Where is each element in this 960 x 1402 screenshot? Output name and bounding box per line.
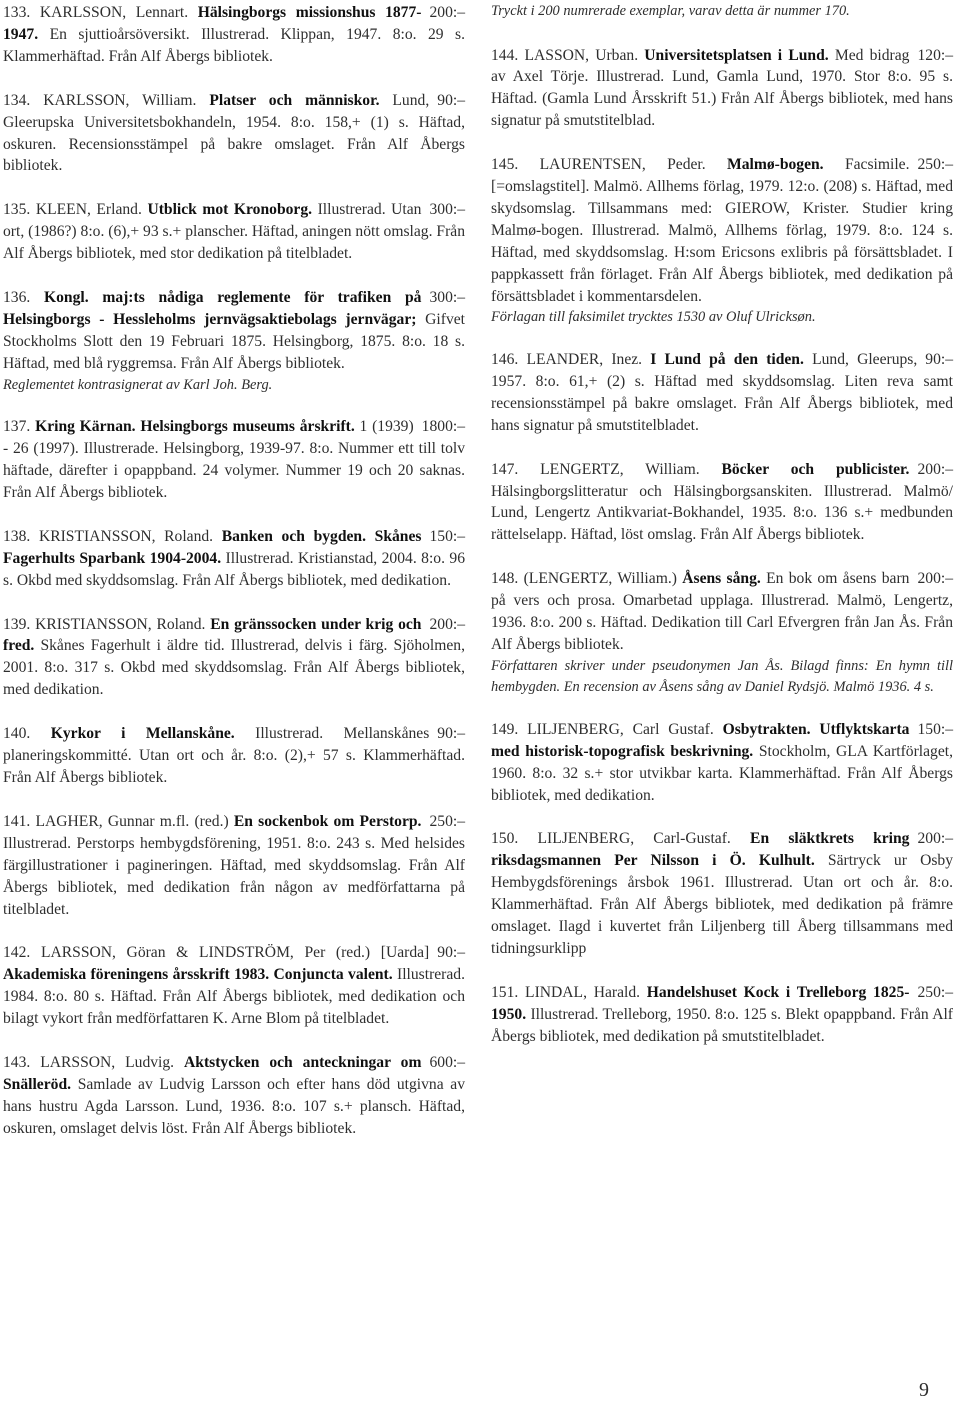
entry-title: Handelshuset Kock i Trelleborg 1825-1950. [491, 983, 910, 1023]
entry-title: Kring Kärnan. Helsingborgs museums årskrift. [35, 418, 355, 436]
catalog-entry [491, 349, 953, 437]
entry-title: I Lund på den tiden. [650, 350, 804, 368]
entry-details: Illustrerad. Kristianstad, 2004. 8:o. 96 s. Okbd med skyddsomslag. Från Alf Åbergs bibliotek, med dedikation. [3, 549, 465, 589]
catalog-entry [491, 154, 953, 329]
entry-text [3, 526, 465, 592]
entry-title: Akademiska föreningens årsskrift 1983. Conjuncta valent. [3, 966, 393, 984]
catalog-entry [3, 416, 465, 504]
catalog-entry [491, 459, 953, 547]
catalog-entry [491, 45, 953, 133]
entry-title: Utblick mot Kronoborg. [147, 201, 313, 219]
entry-author: KRISTIANSSON, Roland. [38, 527, 214, 545]
entry-price: 200:– [429, 615, 465, 633]
entry-author: LILJENBERG, Carl Gustaf. [527, 720, 714, 738]
catalog-entry [491, 982, 953, 1048]
catalog-entry [3, 614, 465, 702]
entry-details: Med bidrag av Axel Törje. Illustrerad. Lund, Gamla Lund, 1970. Stor 8:o. 95 s. Häftad. (Gamla Lund Årsskrift 51.) Från Alf Åbergs bibliotek, med hans signatur på smutstitelblad. [491, 46, 953, 130]
entry-text [3, 614, 465, 702]
entry-details: Facsimile. [=omslagstitel]. Malmö. Allhems förlag, 1979. 12:o. (208) s. Häftad, med skydsomslag. Tillsammans med: GIEROW, Krister. Studier kring Malmø-bogen. Illustrerad. Malmö, Allhems förlag, 1979. 8:o. 124 s. Häftad, med skyddsomslag. H:som Ericsons exlibris på försättsbladet. I pappkassett från förlaget. Från Alf Åbergs bibliotek, med dedikation på försättsbladet i kommentarsdelen. [491, 156, 953, 305]
entry-number: 143. [3, 1054, 31, 1072]
entry-note: Reglementet kontrasignerat av Karl Joh. Berg. [3, 376, 273, 393]
entry-text [491, 349, 953, 437]
entry-number: 139. [3, 615, 31, 633]
entry-title: Malmø-bogen. [727, 156, 824, 174]
entry-price: 1800:– [421, 418, 465, 436]
catalog-entry [3, 199, 465, 265]
entry-author: LARSSON, Ludvig. [40, 1054, 175, 1072]
entry-number: 146. [491, 350, 519, 368]
continued-note: Tryckt i 200 numrerade exemplar, varav detta är nummer 170. [491, 3, 850, 19]
entry-author: LENGERTZ, William. [540, 460, 700, 478]
entry-number: 144. [491, 46, 519, 64]
entry-details: Illustrerad. Utan ort, (1986?) 8:o. (6),+ 93 s.+ planscher. Häftad, aningen nött omslag. Från Alf Åbergs bibliotek, med stor dedikation på titelbladet. [3, 201, 465, 263]
entry-author: KARLSSON, William. [43, 91, 197, 109]
catalog-entry [491, 568, 953, 699]
entry-title: Platser och människor. [209, 91, 380, 109]
entry-price: 250:– [917, 983, 953, 1001]
catalog-entry [491, 828, 953, 959]
entry-price: 600:– [429, 1054, 465, 1072]
entry-text [491, 45, 953, 133]
entry-number: 137. [3, 418, 31, 436]
entry-note: Författaren skriver under pseudonymen Jan Ås. Bilagd finns: En hymn till hembygden. En recension av Åsens sång av Daniel Rydsjö. Malmö 1936. 4 s. [491, 657, 953, 696]
catalog-entry [491, 719, 953, 807]
page-number: 9 [919, 1379, 929, 1401]
entry-title: En gränssocken under krig och fred. [3, 615, 422, 655]
entry-price: 90:– [925, 350, 953, 368]
catalog-entry [3, 90, 465, 178]
entry-text [491, 828, 953, 959]
entry-author: LEANDER, Inez. [526, 350, 643, 368]
catalog-entry [3, 287, 465, 396]
entry-text [491, 459, 953, 547]
entry-details: En bok om åsens barn på vers och prosa. Omarbetad upplaga. Illustrerad. Malmö, Lengertz, 1936. 8:o. 200 s. Häftad. Dedikation till Carl Efvergren från Jan Ås. Från Alf Åbergs bibliotek. [491, 570, 953, 653]
entry-number: 136. [3, 289, 31, 307]
entry-price: 200:– [917, 460, 953, 478]
entry-details: Särtryck ur Osby Hembygdsförenings årsbok 1961. Illustrerad. Utan ort och år. 8:o. Klammerhäftad. Från Alf Åbergs bibliotek, med dedikation på främre omslaget. Ilagd i kuvertet från Liljenberg till Åberg tillsammans med tidningsurklipp [491, 852, 953, 957]
entry-text [3, 199, 465, 265]
entry-author: LILJENBERG, Carl-Gustaf. [537, 830, 731, 848]
entry-price: 90:– [437, 91, 465, 109]
entry-details: Illustrerad. 1984. 8:o. 80 s. Häftad. Från Alf Åbergs bibliotek, med dedikation och bilagt vykort från medförfattaren K. Arne Blom på titelbladet. [3, 966, 465, 1028]
entry-author: KLEEN, Erland. [35, 201, 142, 219]
entry-title: Kyrkor i Mellanskåne. [50, 725, 235, 743]
entry-details: Lund, Gleerupska Universitetsbokhandeln, 1954. 8:o. 158,+ (1) s. Häftad, oskuren. Recensionsstämpel på bakre omslaget. Från Alf Åbergs bibliotek. [3, 91, 465, 175]
entry-author: LARSSON, Göran & LINDSTRÖM, Per (red.) [Uarda] [40, 944, 430, 962]
catalog-entry [3, 942, 465, 1030]
entry-title: Åsens sång. [682, 570, 761, 588]
catalog-entry [3, 1052, 465, 1140]
entry-number: 151. [491, 983, 519, 1001]
entry-price: 300:– [429, 201, 465, 219]
entry-price: 150:– [429, 527, 465, 545]
catalog-entry [3, 2, 465, 68]
entry-number: 147. [491, 460, 519, 478]
entry-number: 135. [3, 201, 31, 219]
entry-title: Böcker och publicister. [721, 460, 910, 478]
entry-details: Lund, Gleerups, 1957. 8:o. 61,+ (2) s. Häftad med skyddsomslag. Liten reva samt recensionsstämpel på bakre omslaget. Från Alf Åbergs bibliotek, med hans signatur på smutstitelbladet. [491, 350, 953, 434]
entry-text [3, 2, 465, 68]
entry-title: Kongl. maj:ts nådiga reglemente för trafiken på Helsingborgs - Hessleholms jernvägsaktiebolags jernvägar; [3, 289, 422, 328]
entry-title: En släktkrets kring riksdagsmannen Per Nilsson i Ö. Kulhult. [491, 830, 910, 870]
entry-title: Osbytrakten. Utflyktskarta med historisk-topografisk beskrivning. [491, 720, 910, 760]
entry-title: Universitetsplatsen i Lund. [644, 46, 829, 64]
entry-text [3, 1052, 465, 1140]
entry-price: 250:– [917, 156, 953, 174]
entry-price: 250:– [429, 812, 465, 830]
entry-title: Banken och bygden. Skånes Fagerhults Sparbank 1904-2004. [3, 527, 422, 567]
entry-note: Förlagan till faksimilet trycktes 1530 av Oluf Ulricksøn. [491, 309, 816, 326]
entry-text [491, 982, 953, 1048]
entry-details: Illustrerad. Perstorps hembygdsförening, 1951. 8:o. 243 s. Med helsides färgillustrationer i pagineringen. Häftad, med skyddsomslag. Från Alf Åbergs bibliotek, med dedikation från någon av medförfattarna på titelbladet. [3, 834, 465, 918]
entry-number: 140. [3, 725, 31, 743]
entry-price: 300:– [429, 289, 465, 307]
entry-price: 200:– [429, 4, 465, 21]
entry-text [3, 811, 465, 921]
right-column [491, 2, 953, 1070]
entry-text [491, 568, 953, 656]
entry-title: En sockenbok om Perstorp. [233, 812, 422, 830]
entry-author: KARLSSON, Lennart. [39, 4, 189, 21]
entry-details: Samlade av Ludvig Larsson och efter hans död utgivna av hans hustru Agda Larsson. Lund, 1936. 8:o. 107 s.+ plansch. Häftad, oskuren, omslaget delvis löst. Från Alf Åbergs bibliotek. [3, 1075, 465, 1137]
entry-details: Gifvet Stockholms Slott den 19 Februari 1875. Helsingborg, 1875. 8:o. 18 s. Häftad, med blå ryggremsa. Från Alf Åbergs bibliotek. [3, 310, 465, 372]
catalog-entry [3, 723, 465, 789]
entry-text [3, 723, 465, 789]
entry-text [3, 287, 465, 375]
entry-author: LINDAL, Harald. [525, 983, 641, 1001]
entry-price: 200:– [917, 570, 953, 588]
entry-author: KRISTIANSSON, Roland. [35, 615, 206, 633]
entry-number: 141. [3, 812, 31, 830]
entry-number: 138. [3, 527, 31, 545]
entry-details: 1 (1939) - 26 (1997). Illustrerade. Helsingborg, 1939-97. 8:o. Nummer ett till tolv häftade, därefter i opappband. 24 volymer. Nummer 19 och 20 saknas. Från Alf Åbergs bibliotek. [3, 418, 465, 501]
entry-text [3, 90, 465, 178]
entry-details: En sjuttioårsöversikt. Illustrerad. Klippan, 1947. 8:o. 29 s. Klammerhäftad. Från Alf Åbergs bibliotek. [3, 25, 465, 65]
entry-text [491, 154, 953, 307]
entry-number: 149. [491, 720, 519, 738]
entry-number: 133. [3, 4, 31, 21]
entry-title: Hälsingborgs missionshus 1877-1947. [3, 4, 422, 43]
entry-price: 150:– [917, 720, 953, 738]
entry-price: 90:– [437, 725, 465, 743]
entry-number: 145. [491, 156, 519, 174]
entry-price: 120:– [917, 46, 953, 64]
entry-author: LAURENTSEN, Peder. [539, 156, 706, 174]
catalog-entry [3, 811, 465, 921]
entry-number: 142. [3, 944, 31, 962]
catalog-entry [3, 526, 465, 592]
entry-number: 148. [491, 570, 519, 588]
entry-price: 90:– [437, 944, 465, 962]
entry-details: Stockholm, GLA Kartförlaget, 1960. 8:o. 32 s.+ stor utvikbar karta. Klammerhäftad. Från Alf Åbergs bibliotek, med dedikation. [491, 742, 953, 804]
entry-details: Hälsingborgslitteratur och Hälsingborgsanskiten. Illustrerad. Malmö/ Lund, Lengertz Antikvariat-Bokhandel, 1935. 8:o. 136 s.+ medbunden rättelselapp. Häftad, löst omslag. Från Alf Åbergs bibliotek. [491, 482, 953, 544]
entry-details: Illustrerad. Trelleborg, 1950. 8:o. 125 s. Blekt opappband. Från Alf Åbergs bibliotek, med dedikation på smutstitelbladet. [491, 1005, 953, 1045]
entry-details: Illustrerad. Mellanskånes planeringskommitté. Utan ort och år. 8:o. (2),+ 57 s. Klammerhäftad. Från Alf Åbergs bibliotek. [3, 725, 465, 786]
entry-text [491, 719, 953, 807]
entry-author: (LENGERTZ, William.) [523, 570, 677, 588]
entry-number: 134. [3, 91, 31, 109]
entry-author: LAGHER, Gunnar m.fl. (red.) [35, 812, 229, 830]
entry-text [3, 416, 465, 504]
left-column [3, 2, 465, 1162]
entry-author: LASSON, Urban. [524, 46, 639, 64]
entry-price: 200:– [917, 830, 953, 848]
entry-details: Skånes Fagerhult i äldre tid. Illustrerad, delvis i färg. Sjöholmen, 2001. 8:o. 317 s. Okbd med skyddsomslag. Från Alf Åbergs bibliotek, med dedikation. [3, 637, 466, 699]
entry-title: Aktstycken och anteckningar om Snälleröd. [3, 1054, 422, 1093]
entry-text [3, 942, 465, 1030]
entry-number: 150. [491, 830, 519, 848]
